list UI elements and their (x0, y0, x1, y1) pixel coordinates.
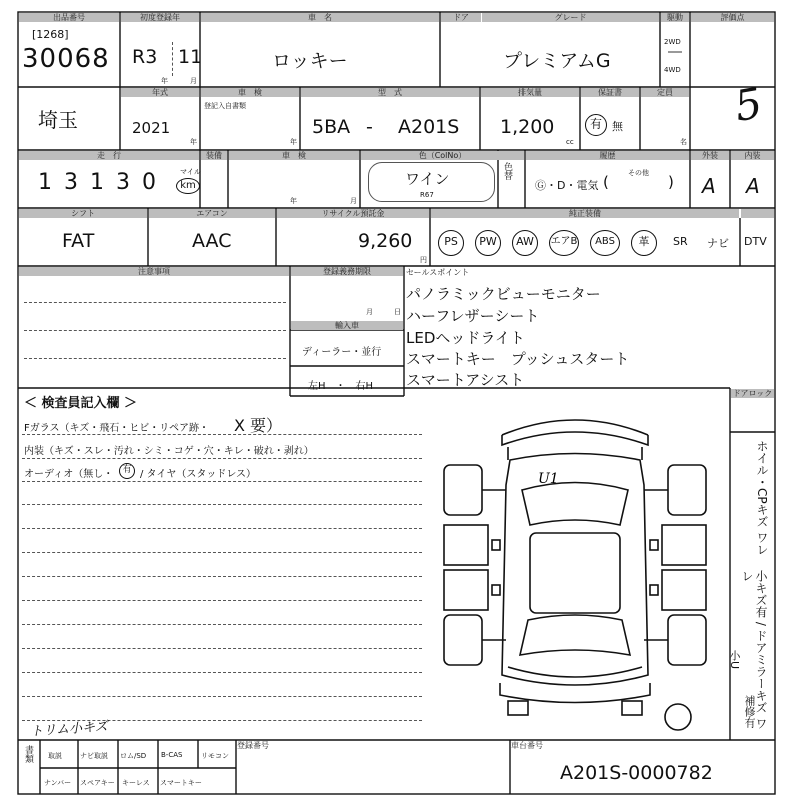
header-warranty: 保証書 (581, 88, 639, 97)
selling-points-title: セールスポイント (406, 268, 470, 277)
inspector-line (22, 434, 422, 435)
inspector-line (22, 528, 422, 529)
header-inspection-2: 車 検 (229, 151, 359, 160)
drive-4wd: 4WD (664, 66, 681, 74)
inspector-line (22, 576, 422, 577)
header-first-reg: 初度登録年 (121, 13, 199, 22)
shift-value: FAT (62, 230, 95, 252)
header-color: 色（ColNo） (361, 151, 524, 160)
header-import: 輸入車 (291, 321, 403, 330)
first-reg-month-unit: 月 (190, 77, 197, 85)
option-navi: ナビ (707, 237, 729, 250)
interior-score: A (746, 174, 760, 198)
selling-point-2: ハーフレザーシート (406, 307, 540, 325)
header-exterior: 外装 (691, 151, 729, 160)
header-notes: 注意事項 (19, 267, 289, 276)
option-sr: SR (673, 235, 688, 248)
displacement-value: 1,200 (500, 116, 555, 138)
option-ps: PS (438, 230, 464, 256)
capacity-unit: 名 (680, 138, 687, 146)
inspector-line (22, 696, 422, 697)
option-airbag: エアB (549, 230, 579, 256)
bottom-label-smart-key: スマートキー (160, 779, 202, 787)
first-reg-month: 11 (178, 46, 203, 68)
inspector-line (22, 648, 422, 649)
header-displacement: 排気量 (481, 88, 579, 97)
displacement-unit: cc (566, 138, 574, 146)
color-name: ワイン (405, 170, 450, 188)
recycle-value: 9,260 (358, 230, 413, 252)
history-options: Ⓖ・D・電気 (535, 179, 599, 192)
era-divider (172, 42, 173, 76)
model-sep: - (366, 116, 373, 138)
header-mileage: 走 行 (19, 151, 199, 160)
header-options: 純正装備 (431, 209, 739, 218)
car-diagram (430, 405, 720, 735)
header-capacity: 定員 (641, 88, 689, 97)
header-door-lock: ドアロック (732, 389, 773, 398)
inspector-interior: 内装（キズ・スレ・汚れ・シミ・コゲ・穴・キレ・破れ・剥れ） (24, 446, 314, 457)
mileage-mile: マイル (180, 168, 201, 176)
chassis-number: A201S-0000782 (560, 762, 713, 784)
inspector-audio: オーディオ（無し・ (24, 469, 114, 480)
selling-point-1: パノラミックビューモニター (406, 285, 601, 303)
inspector-line (22, 552, 422, 553)
header-car-name: 車 名 (201, 13, 439, 22)
option-aw: AW (512, 230, 538, 256)
inspector-line (22, 672, 422, 673)
mileage-digit: 3 (64, 170, 90, 195)
mileage-digit: 3 (116, 170, 142, 195)
model-code: A201S (398, 116, 460, 138)
car-mark: U1 (538, 471, 559, 487)
header-grade: グレード (482, 13, 659, 22)
header-aircon: エアコン (149, 209, 275, 218)
recycle-unit: 円 (420, 256, 427, 264)
color-repaint: 色替 (502, 162, 512, 180)
model-year-unit: 年 (190, 138, 197, 146)
header-model: 型 式 (301, 88, 479, 97)
import-handle: 左H ・ 右H (308, 381, 374, 392)
reg-expiry-month: 月 (366, 308, 373, 316)
inspector-line (22, 624, 422, 625)
score-handwritten: 5 (730, 78, 766, 131)
header-history: 履歴 (526, 151, 689, 160)
aircon-value: AAC (192, 230, 232, 252)
notes-line (24, 302, 286, 303)
lot-number: 30068 (22, 44, 110, 74)
notes-line (24, 330, 286, 331)
inspector-line (22, 458, 422, 459)
exterior-score: A (702, 174, 716, 198)
lot-prefix: [1268] (32, 28, 69, 41)
option-pw: PW (475, 230, 501, 256)
vertical-note-2: 小キズ有 / ドアミラーキズ ワレ (740, 570, 768, 730)
bottom-label-manual: 取説 (48, 752, 62, 760)
selling-point-4: スマートキー プッシュスタート (406, 350, 630, 368)
inspector-fglass: Fガラス（キズ・飛石・ヒビ・リペア跡・ (24, 423, 210, 434)
bottom-label-navi-manual: ナビ取説 (80, 752, 108, 760)
grade: プレミアムG (503, 50, 611, 72)
header-equipment: 装備 (201, 151, 227, 160)
bottom-label-remote: リモコン (201, 752, 229, 760)
inspector-title: ＜ 検査員記入欄 ＞ (24, 396, 138, 411)
history-paren-close: ) (668, 173, 674, 191)
inspector-line (22, 504, 422, 505)
prefecture: 埼玉 (38, 108, 78, 132)
header-score: 評価点 (691, 13, 774, 22)
inspection-note: 登記入自書類 (204, 102, 246, 110)
model-year: 2021 (132, 119, 171, 137)
option-abs: ABS (590, 230, 620, 256)
bottom-label-bcas: B-CAS (161, 751, 183, 759)
color-code: R67 (420, 191, 434, 199)
header-interior: 内装 (731, 151, 774, 160)
header-lot: 出品番号 (19, 13, 119, 22)
inspector-tire: / タイヤ（スタッドレス） (140, 469, 257, 480)
drive-2wd: 2WD (664, 38, 681, 46)
selling-point-5: スマートアシスト (406, 371, 525, 389)
mileage-digit: 1 (38, 170, 64, 195)
audio-mark: 有 (119, 463, 135, 479)
inspection-year-unit: 年 (290, 138, 297, 146)
header-door: ドア (441, 13, 481, 22)
bottom-label-number: ナンバー (44, 779, 72, 787)
selling-point-3: LEDヘッドライト (406, 329, 525, 347)
mileage-digit: 0 (142, 170, 168, 195)
vertical-note-3: 小U (728, 650, 741, 670)
header-shift: シフト (19, 209, 147, 218)
car-name: ロッキー (272, 50, 348, 72)
header-model-year: 年式 (121, 88, 199, 97)
history-other: その他 (628, 169, 649, 177)
bottom-label-spare-key: スペアキー (80, 779, 115, 787)
header-inspection: 車 検 (201, 88, 299, 97)
notes-line (24, 358, 286, 359)
header-drive: 駆動 (661, 13, 689, 22)
mileage-digit: 1 (90, 170, 116, 195)
header-tv (741, 209, 774, 218)
fglass-mark: X 要） (234, 416, 283, 435)
history-paren-open: ( (603, 173, 609, 191)
bottom-label-rom: ロム/SD (120, 752, 147, 760)
mileage-km: km (176, 178, 200, 194)
option-leather: 革 (631, 230, 657, 256)
inspector-line (22, 600, 422, 601)
option-dtv: DTV (744, 235, 767, 248)
inspection-year: 年 (290, 197, 297, 205)
vertical-note-4: 補修有 (743, 695, 756, 728)
mileage-digits (38, 170, 168, 195)
inspector-line (22, 481, 422, 482)
first-reg-era: R3 (132, 46, 158, 68)
header-chassis: 車台番号 (511, 741, 543, 750)
header-reg-expiry: 登録義務期限 (291, 267, 403, 276)
warranty-yes: 有 (585, 114, 607, 136)
bottom-side-label: 書類 (23, 745, 33, 763)
warranty-no: 無 (612, 120, 623, 133)
inspection-month: 月 (350, 197, 357, 205)
import-dealer: ディーラー・並行 (302, 347, 382, 358)
bottom-label-keyless: キーレス (122, 779, 150, 787)
header-recycle: リサイクル預託金 (277, 209, 429, 218)
header-reg-number: 登録番号 (237, 741, 269, 750)
first-reg-year-unit: 年 (161, 77, 168, 85)
model-prefix: 5BA (312, 116, 351, 138)
reg-expiry-day: 日 (394, 308, 401, 316)
vertical-note-1: ホイル・CPキズ ワレ (755, 440, 769, 556)
bottom-note: トリム小キズ (29, 719, 109, 740)
